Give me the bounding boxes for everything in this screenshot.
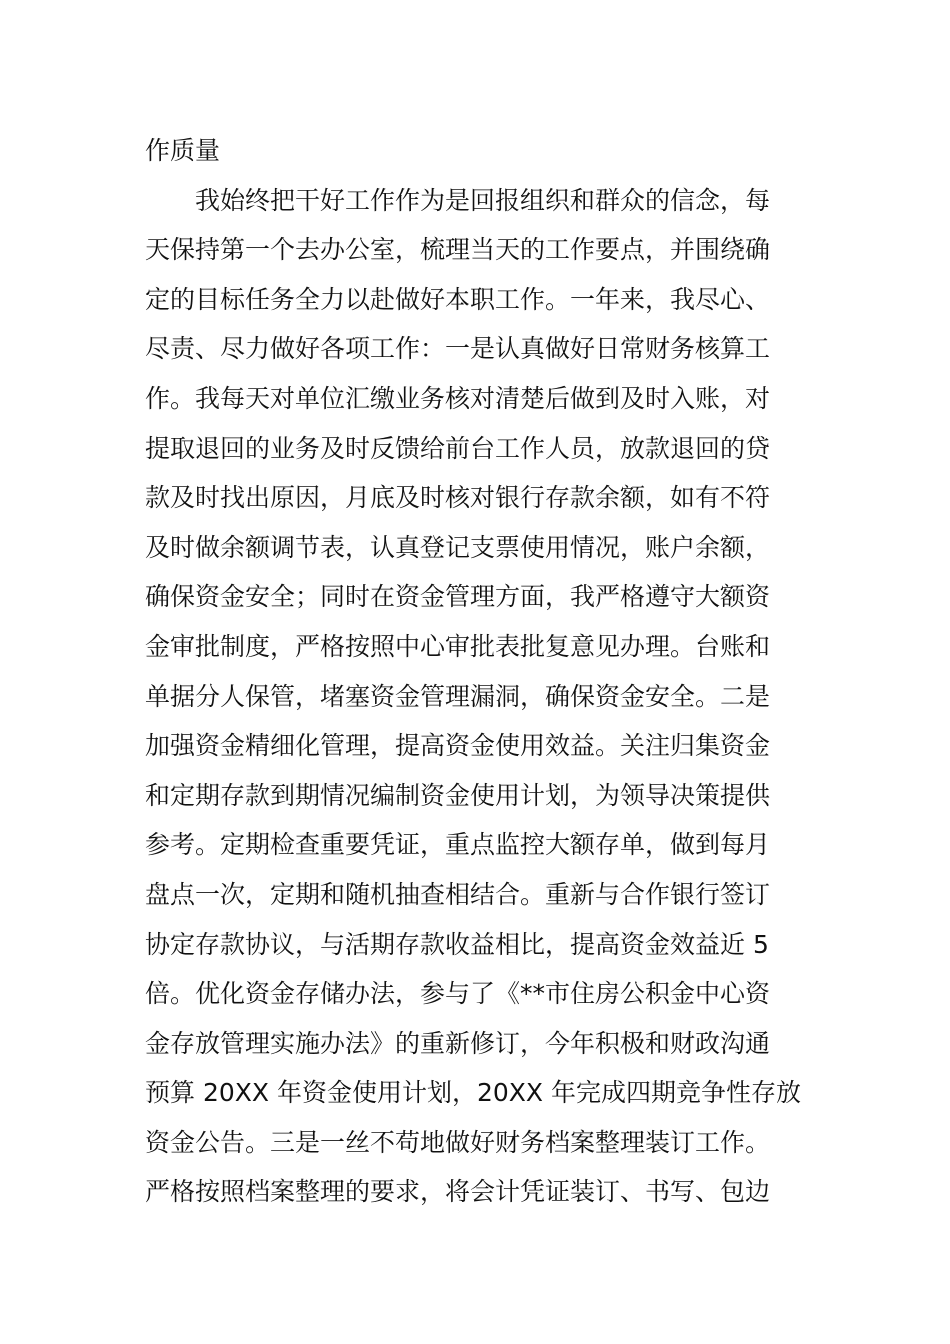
text-line: 提取退回的业务及时反馈给前台工作人员，放款退回的贷 [145, 433, 771, 463]
text-line: 定的目标任务全力以赴做好本职工作。一年来，我尽心、 [145, 284, 771, 314]
text-line: 金审批制度，严格按照中心审批表批复意见办理。台账和 [145, 631, 771, 661]
text-line: 单据分人保管，堵塞资金管理漏洞，确保资金安全。二是 [145, 681, 771, 711]
body-text [145, 126, 810, 1217]
text-line: 及时做余额调节表，认真登记支票使用情况，账户余额， [145, 532, 771, 562]
text-line: 天保持第一个去办公室，梳理当天的工作要点，并围绕确 [145, 235, 771, 265]
text-line: 协定存款协议，与活期存款收益相比，提高资金效益近 5 [145, 929, 769, 959]
text-line: 参考。定期检查重要凭证，重点监控大额存单，做到每月 [145, 830, 771, 860]
text-line: 尽责、尽力做好各项工作：一是认真做好日常财务核算工 [145, 334, 771, 364]
text-line: 金存放管理实施办法》的重新修订，今年积极和财政沟通 [145, 1028, 771, 1058]
text-line: 和定期存款到期情况编制资金使用计划，为领导决策提供 [145, 780, 771, 810]
text-line: 资金公告。三是一丝不苟地做好财务档案整理装订工作。 [145, 1127, 771, 1157]
text-line: 确保资金安全；同时在资金管理方面，我严格遵守大额资 [145, 582, 771, 612]
text-line: 盘点一次，定期和随机抽查相结合。重新与合作银行签订 [145, 879, 771, 909]
text-line: 倍。优化资金存储办法，参与了《**市住房公积金中心资 [145, 979, 771, 1009]
paragraph-first-line: 我始终把干好工作作为是回报组织和群众的信念，每 [195, 185, 771, 215]
text-line: 严格按照档案整理的要求，将会计凭证装订、书写、包边 [145, 1177, 771, 1207]
text-line: 加强资金精细化管理，提高资金使用效益。关注归集资金 [145, 731, 771, 761]
text-line: 作质量 [145, 136, 221, 165]
text-line: 款及时找出原因，月底及时核对银行存款余额，如有不符 [145, 483, 771, 513]
text-line: 作。我每天对单位汇缴业务核对清楚后做到及时入账，对 [145, 383, 771, 413]
text-line: 预算 20XX 年资金使用计划，20XX 年完成四期竞争性存放 [145, 1078, 801, 1108]
